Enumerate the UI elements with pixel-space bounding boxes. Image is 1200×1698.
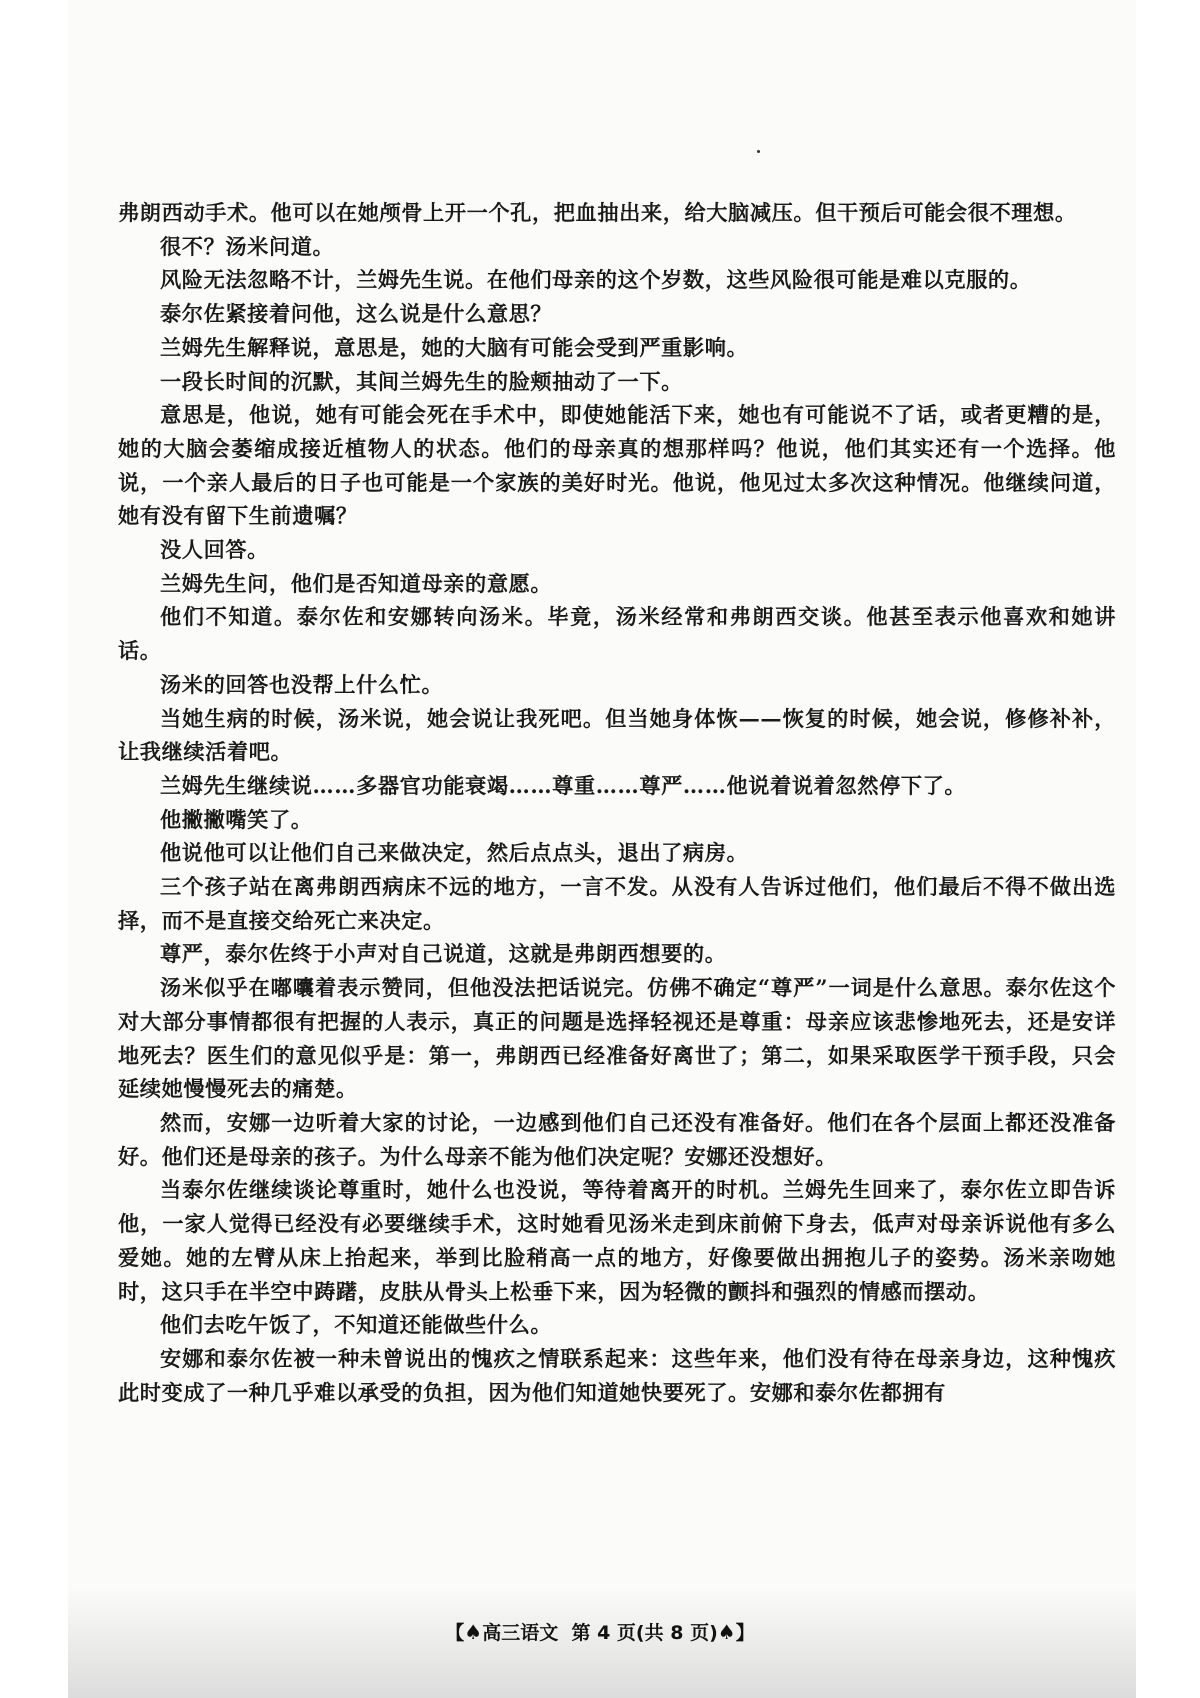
page-footer: 【♠高三语文 第 4 页(共 8 页)♠】 — [445, 1620, 755, 1644]
paragraph: 他撇撇嘴笑了。 — [160, 806, 313, 832]
paragraph: 他们不知道。泰尔佐和安娜转向汤米。毕竟，汤米经常和弗朗西交谈。他甚至表示他喜欢和她讲话。 — [118, 604, 1116, 664]
paragraph: 三个孩子站在离弗朗西病床不远的地方，一言不发。从没有人告诉过他们，他们最后不得不做出选择，而不是直接交给死亡来决定。 — [118, 874, 1116, 933]
spade-icon: ♠ — [464, 1620, 483, 1644]
footer-subject: 高三语文 — [482, 1622, 559, 1644]
paragraph: 他们去吃午饭了，不知道还能做些什么。 — [160, 1312, 553, 1338]
paragraph: 兰姆先生问，他们是否知道母亲的意愿。 — [160, 570, 553, 596]
paragraph: 没人回答。 — [160, 537, 269, 563]
footer-page-info: 第 4 页(共 8 页) — [571, 1622, 718, 1644]
paragraph: 尊严，泰尔佐终于小声对自己说道，这就是弗朗西想要的。 — [160, 941, 727, 967]
paragraph: 一段长时间的沉默，其间兰姆先生的脸颊抽动了一下。 — [160, 368, 683, 394]
paragraph: 汤米似乎在嘟囔着表示赞同，但他没法把话说完。仿佛不确定“尊严”一词是什么意思。泰尔佐这个对大部分事情都很有把握的人表示，真正的问题是选择轻视还是尊重：母亲应该悲惨地死去，还是安详地死去？医生们的意见似乎是：第一，弗朗西已经准备好离世了；第二，如果采取医学干预手段，只会延续她慢慢死去的痛楚。 — [118, 975, 1116, 1102]
spade-icon: ♠ — [717, 1620, 736, 1644]
paragraph: 然而，安娜一边听着大家的讨论，一边感到他们自己还没有准备好。他们在各个层面上都还没准备好。他们还是母亲的孩子。为什么母亲不能为他们决定呢？安娜还没想好。 — [118, 1109, 1116, 1169]
paragraph: 弗朗西动手术。他可以在她颅骨上开一个孔，把血抽出来，给大脑减压。但干预后可能会很不理想。 — [118, 200, 1077, 225]
paragraph: 当泰尔佐继续谈论尊重时，她什么也没说，等待着离开的时机。兰姆先生回来了，泰尔佐立即告诉他，一家人觉得已经没有必要继续手术，这时她看见汤米走到床前俯下身去，低声对母亲诉说他有多么爱她。她的左臂从床上抬起来，举到比脸稍高一点的地方，好像要做出拥抱儿子的姿势。汤米亲吻她时，这只手在半空中踌躇，皮肤从骨头上松垂下来，因为轻微的颤抖和强烈的情感而摆动。 — [118, 1177, 1116, 1304]
body-text — [118, 196, 1116, 1409]
scan-speck — [757, 150, 760, 153]
paragraph: 泰尔佐紧接着问他，这么说是什么意思？ — [160, 301, 553, 327]
paragraph: 很不？汤米问道。 — [160, 233, 335, 259]
paragraph: 安娜和泰尔佐被一种未曾说出的愧疚之情联系起来：这些年来，他们没有待在母亲身边，这种愧疚此时变成了一种几乎难以承受的负担，因为他们知道她快要死了。安娜和泰尔佐都拥有 — [118, 1345, 1116, 1405]
paragraph: 兰姆先生解释说，意思是，她的大脑有可能会受到严重影响。 — [160, 334, 749, 360]
paragraph: 当她生病的时候，汤米说，她会说让我死吧。但当她身体恢——恢复的时候，她会说，修修补补，让我继续活着吧。 — [118, 705, 1116, 765]
paragraph: 他说他可以让他们自己来做决定，然后点点头，退出了病房。 — [160, 840, 749, 866]
paragraph: 兰姆先生继续说……多器官功能衰竭……尊重……尊严……他说着说着忽然停下了。 — [160, 772, 967, 798]
paragraph: 风险无法忽略不计，兰姆先生说。在他们母亲的这个岁数，这些风险很可能是难以克服的。 — [160, 267, 1032, 293]
paragraph: 意思是，他说，她有可能会死在手术中，即使她能活下来，她也有可能说不了话，或者更糟的是，她的大脑会萎缩成接近植物人的状态。他们的母亲真的想那样吗？他说，他们其实还有一个选择。他说，一个亲人最后的日子也可能是一个家族的美好时光。他说，他见过太多次这种情况。他继续问道，她有没有留下生前遗嘱？ — [118, 402, 1116, 529]
paragraph: 汤米的回答也没帮上什么忙。 — [160, 671, 444, 697]
